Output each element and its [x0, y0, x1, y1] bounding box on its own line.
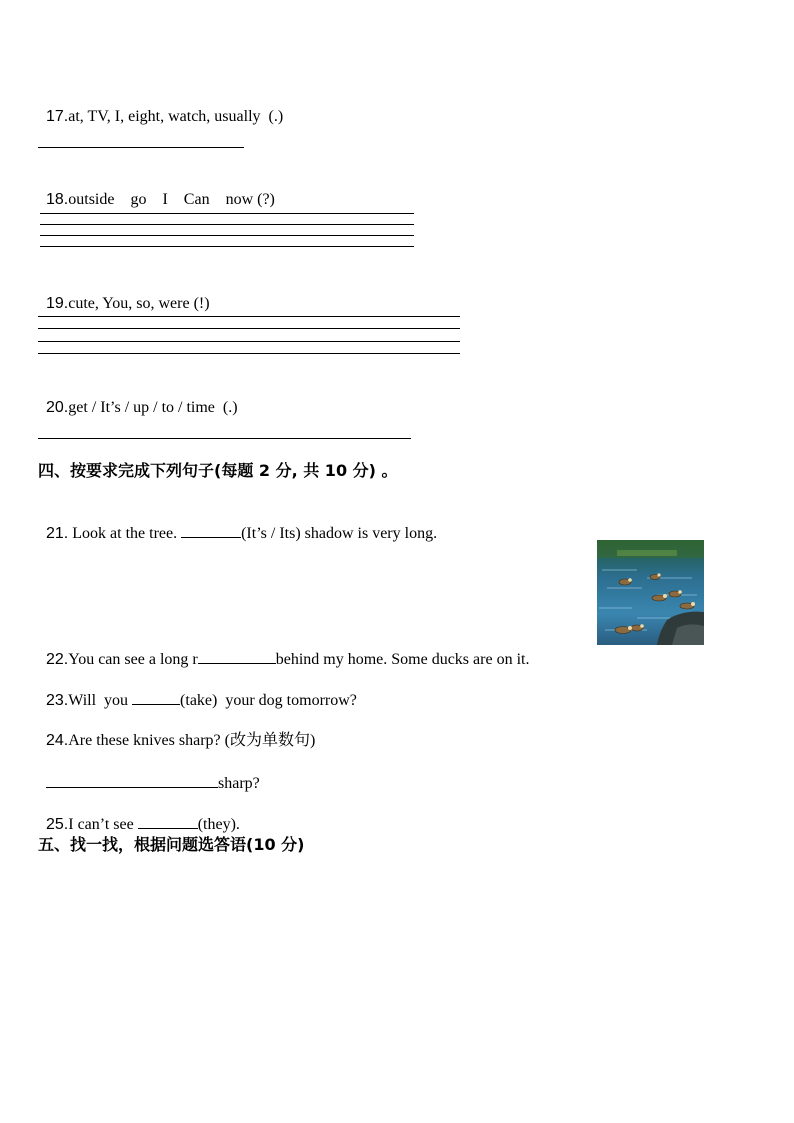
question-number: 23. — [46, 692, 69, 709]
ducks-on-river-photo — [597, 540, 704, 645]
section-5-heading: 五、找一找，根据问题选答语(10 分) — [38, 835, 305, 854]
answer-line[interactable] — [38, 147, 244, 148]
question-text: Are these knives sharp? (改为单数句) — [68, 732, 316, 749]
question-text-before: Look at the tree. — [68, 525, 182, 542]
question-text-before: You can see a long r — [68, 651, 198, 668]
answer-line[interactable] — [40, 235, 414, 236]
answer-line[interactable] — [38, 328, 460, 329]
question-17 — [38, 87, 283, 127]
question-21 — [38, 503, 437, 544]
answer-blank[interactable] — [132, 690, 180, 705]
question-number: 25. — [46, 816, 69, 833]
question-23 — [38, 670, 357, 711]
question-18 — [38, 170, 275, 210]
question-text-before: Will you — [68, 692, 133, 709]
question-text-after: (take) your dog tomorrow? — [180, 692, 357, 709]
question-20 — [38, 378, 238, 418]
answer-line[interactable] — [38, 316, 460, 317]
answer-suffix: sharp? — [218, 775, 260, 792]
question-text: outside go I Can now (?) — [68, 191, 275, 208]
question-number: 18. — [46, 191, 69, 208]
answer-line[interactable] — [40, 213, 414, 214]
question-25 — [38, 794, 240, 835]
question-number: 24. — [46, 732, 69, 749]
answer-line[interactable] — [40, 246, 414, 247]
question-text: cute, You, so, were (!) — [68, 295, 210, 312]
question-number: 22. — [46, 651, 69, 668]
answer-blank[interactable] — [46, 773, 218, 788]
question-number: 17. — [46, 108, 69, 125]
question-number: 21. — [46, 525, 69, 542]
answer-blank[interactable] — [198, 649, 276, 664]
question-22 — [38, 629, 529, 670]
answer-blank[interactable] — [138, 814, 198, 829]
question-24 — [38, 711, 315, 751]
question-19 — [38, 274, 210, 314]
question-text-after: (It’s / Its) shadow is very long. — [241, 525, 438, 542]
question-text: at, TV, I, eight, watch, usually (.) — [68, 108, 284, 125]
question-number: 19. — [46, 295, 69, 312]
section-4-heading: 四、按要求完成下列句子(每题 2 分, 共 10 分) 。 — [38, 461, 398, 480]
question-24-answer — [38, 753, 260, 794]
question-text-before: I can’t see — [68, 816, 138, 833]
answer-blank[interactable] — [181, 523, 241, 538]
answer-line[interactable] — [38, 341, 460, 342]
answer-line[interactable] — [38, 438, 411, 439]
question-text: get / It’s / up / to / time (.) — [68, 399, 238, 416]
question-text-after: behind my home. Some ducks are on it. — [275, 651, 530, 668]
answer-line[interactable] — [40, 224, 414, 225]
question-number: 20. — [46, 399, 69, 416]
question-text-after: (they). — [197, 816, 240, 833]
answer-line[interactable] — [38, 353, 460, 354]
